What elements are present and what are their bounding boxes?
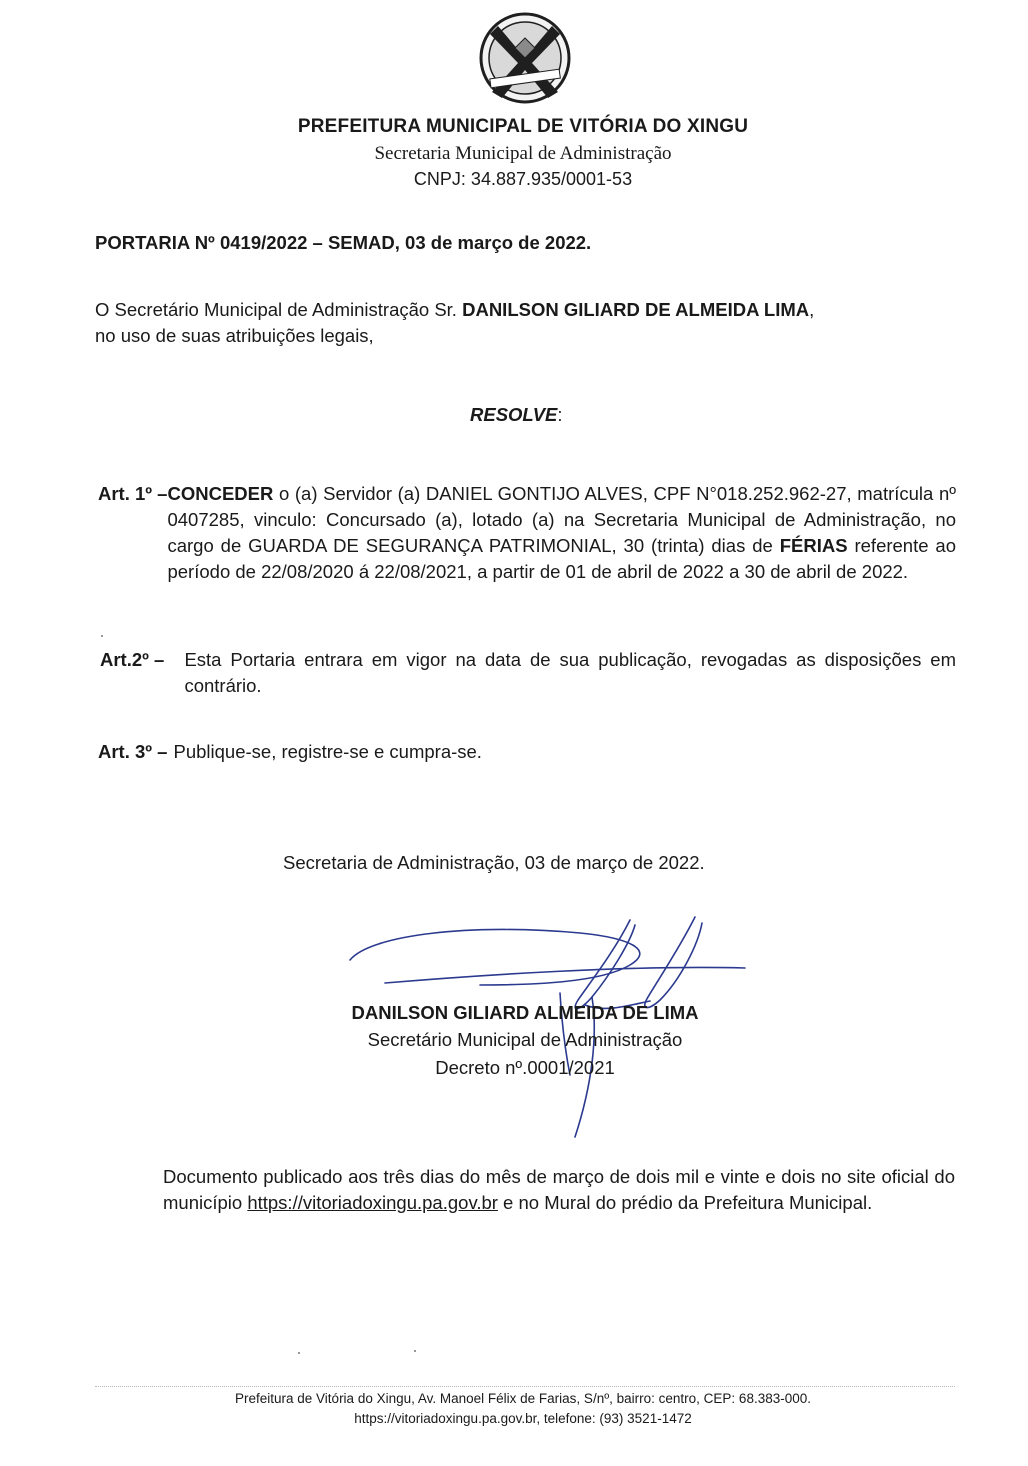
publication-text: Documento publicado aos três dias do mês de março de dois mil e vinte e dois no site oficial do município <box>163 1166 955 1213</box>
article-3-label: Art. 3º – <box>98 741 168 762</box>
page-title: PREFEITURA MUNICIPAL DE VITÓRIA DO XINGU <box>297 116 749 137</box>
article-1-emphasis: FÉRIAS <box>779 535 848 556</box>
scan-speck <box>414 1350 416 1352</box>
article-2-label: Art.2º – <box>100 649 165 670</box>
footer-contact: https://vitoriadoxingu.pa.gov.br, telefone: (93) 3521-1472 <box>354 1411 692 1426</box>
website-link[interactable]: https://vitoriadoxingu.pa.gov.br <box>247 1192 498 1213</box>
signatory-role: Secretário Municipal de Administração <box>367 1029 683 1050</box>
article-1-verb: CONCEDER <box>167 483 274 504</box>
department-subtitle: Secretaria Municipal de Administração <box>374 143 672 164</box>
resolve-colon: : <box>557 404 563 425</box>
place-date: Secretaria de Administração, 03 de março de 2022. <box>283 852 705 873</box>
publication-text-end: e no Mural do prédio da Prefeitura Municipal. <box>497 1192 873 1213</box>
intro-text-continued: no uso de suas atribuições legais, <box>95 325 374 346</box>
article-2 <box>100 647 956 699</box>
municipal-seal-icon <box>470 8 580 104</box>
article-1-body: o (a) Servidor (a) DANIEL GONTIJO ALVES, CPF N°018.252.962-27, matrícula nº 0407285, vinculo: Concursado (a), lotado (a) na Secretaria Municipal de Administração, no cargo de GUARDA DE SEGURANÇA PATRIMONIAL, 30 (trinta) dias de <box>167 483 956 556</box>
secretary-name: DANILSON GILIARD DE ALMEIDA LIMA <box>462 299 810 320</box>
resolve-heading <box>470 404 563 426</box>
seal-graphic <box>470 8 580 104</box>
scan-speck <box>101 635 103 637</box>
article-3 <box>98 739 956 765</box>
article-1-body-end: referente ao período de 22/08/2020 á 22/08/2021, a partir de 01 de abril de 2022 a 30 de abril de 2022. <box>167 535 957 582</box>
article-1-label: Art. 1º – <box>98 483 168 504</box>
intro-text: O Secretário Municipal de Administração Sr. <box>95 299 463 320</box>
article-1-text <box>167 481 956 585</box>
intro-paragraph <box>95 297 965 349</box>
signatory-name: DANILSON GILIARD ALMEIDA DE LIMA <box>351 1002 699 1023</box>
footer-divider <box>95 1386 955 1387</box>
cnpj-line: CNPJ: 34.887.935/0001-53 <box>413 169 633 189</box>
article-3-text: Publique-se, registre-se e cumpra-se. <box>173 741 482 762</box>
intro-comma: , <box>809 299 815 320</box>
article-1 <box>98 481 956 585</box>
signatory-decree: Decreto nº.0001/2021 <box>435 1057 615 1078</box>
publication-note <box>163 1164 955 1216</box>
portaria-heading: PORTARIA Nº 0419/2022 – SEMAD, 03 de março de 2022. <box>95 232 592 253</box>
footer-address: Prefeitura de Vitória do Xingu, Av. Manoel Félix de Farias, S/nº, bairro: centro, CEP: 68.383-000. <box>235 1391 811 1406</box>
resolve-label: RESOLVE <box>470 404 558 425</box>
article-2-text: Esta Portaria entrara em vigor na data de sua publicação, revogadas as disposições em contrário. <box>184 649 956 696</box>
handwritten-signature <box>330 905 770 1145</box>
scan-speck <box>298 1352 300 1354</box>
